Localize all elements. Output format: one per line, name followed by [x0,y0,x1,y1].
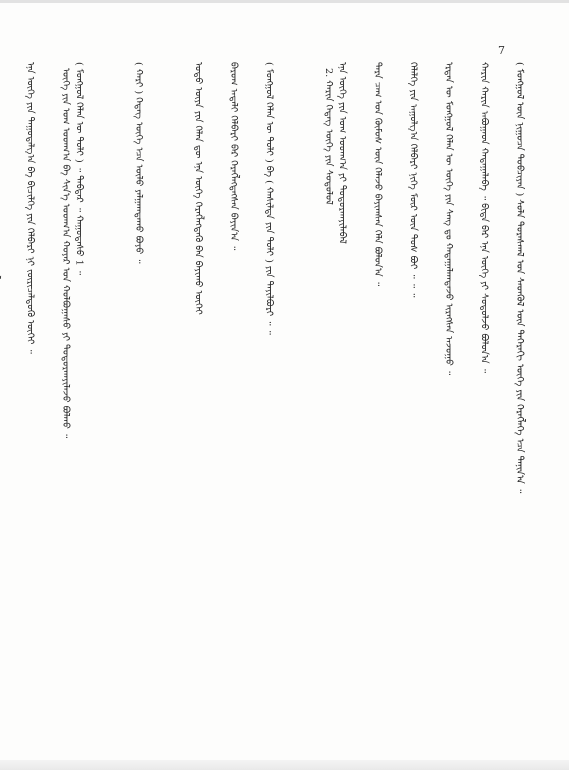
text-column: ᠡᠨᠡ ᠦᠭᠡ ᠶᠢᠨ ᠤᠭ ᠤᠳᠬ᠎ᠠ ᠶᠢ ᠲᠣᠳᠣᠷᠬᠠᠶᠢᠯᠠᠪᠠᠯ [336,62,348,244]
page-bottom-shadow [0,760,569,770]
text-column: ( ᠬᠠᠷᠢ ) ᠭᠡᠳᠡᠭ ᠦᠭᠡ ᠡᠴᠡ ᠦᠯᠦ ᠶᠠᠯᠭᠠᠭᠳᠠᠬᠤ ᠪᠤᠶᠤ ᠃ [133,62,144,264]
text-column: ᠬᠠᠷᠢᠨ ᠬᠠᠷᠢᠨ ᠠᠪᠤᠭᠠᠳ ᠬᠠᠳᠠᠭᠠᠯᠠᠪᠠ ᠃ ᠪᠢᠳᠡ ᠪᠡᠷ ᠡᠨᠡ ᠦᠭᠡ ᠶᠢ ᠰᠤᠳᠤᠯᠵᠤ ᠪᠣᠯᠤᠨ᠎ᠠ ᠃ [478,62,490,374]
text-column: ( ᠮᠣᠩᠭᠣᠯ ᠬᠡᠯᠡᠨ ᠦ ᠲᠣᠯᠢ ) ᠪᠠ ( ᠬᠠᠰᠢᠯᠳᠠ ᠶᠢᠨ ᠲᠣᠯᠢ ) ᠶᠢᠨ ᠲᠠᠶᠢᠯᠪᠤᠷᠢ ᠃ ᠃ [263,62,275,335]
text-column: ᠣᠳᠣ ᠦᠶᠡ ᠶᠢᠨ ᠬᠡᠯᠡᠨ ᠳᠦ ᠡᠨᠡ ᠦᠭᠡ ᠬᠡᠷᠡᠭᠯᠡᠭᠳᠡᠬᠦ ᠪᠠᠨ ᠪᠠᠶᠢᠬᠤ ᠦᠭᠡᠢ [192,62,204,315]
vertical-text-body [24,62,526,708]
text-column: ᠦᠭᠡ ᠶᠢᠨ ᠤᠭ ᠤᠳᠬ᠎ᠠ ᠪᠠ ᠰᠢᠨ᠎ᠡ ᠤᠳᠬ᠎ᠠ ᠬᠣᠶᠠᠷ ᠤᠨ ᠬᠣᠯᠪᠤᠭᠠᠰᠤ ᠶᠢ ᠲᠣᠳᠣᠷᠬᠠᠶᠢᠯᠠᠵᠤ ᠪᠣᠯᠬᠤ ᠃ [60,68,71,439]
text-column: ᠡᠨᠡ ᠦᠭᠡ ᠶᠢᠨ ᠳᠠᠭᠤᠳᠠᠯᠭ᠎ᠠ ᠪᠠ ᠪᠢᠴᠢᠯᠭᠡ ᠶᠢᠨ ᠬᠡᠯᠪᠡᠷᠢ ᠨᠢ ᠵᠥᠷᠢᠴᠡᠯᠳᠦᠬᠦ ᠦᠭᠡᠢ ᠃ [24,62,36,354]
text-column [0,62,23,708]
scan-edge [0,0,569,3]
text-column: ( ᠮᠣᠩᠭᠣᠯ ᠬᠡᠯᠡᠨ ᠦ ᠲᠣᠯᠢ ) ᠃ ᠳᠡᠪᠲᠡᠷ ᠃ ᠬᠠᠭᠤᠳᠠᠰᠤ 1 ᠃ [73,62,85,276]
text-column: ᠡᠷᠲᠡᠨ ᠦ ᠮᠣᠩᠭᠣᠯ ᠬᠡᠯᠡᠨ ᠦ ᠦᠭᠡ ᠶᠢᠨ ᠰᠠᠩ ᠳᠤ ᠬᠠᠳᠠᠭᠠᠯᠠᠭᠳᠠᠵᠤ ᠢᠷᠡᠭᠰᠡᠨ ᠠᠵᠤᠭᠤ ᠃ [443,62,454,376]
text-column: ᠪᠠᠷᠤᠭ ᠠᠳᠠᠯᠢ ᠬᠡᠯᠪᠡᠷᠢ ᠪᠠᠷ ᠬᠡᠷᠡᠭᠯᠡᠭᠳᠡᠭᠰᠡᠨ ᠪᠠᠶᠢᠨ᠎ᠠ ᠃ [228,62,239,251]
text-column: ᠲᠡᠷᠡ ᠴᠠᠭ ᠤᠨ ᠬᠦᠮᠦᠰ ᠦᠨ ᠬᠡᠯᠡᠵᠦ ᠪᠠᠶᠢᠭᠰᠠᠨ ᠬᠡᠯᠡ ᠪᠣᠯᠤᠨ᠎ᠠ ᠃ [372,62,383,287]
text-column: ᠬᠡᠯᠡᠯᠭᠡ ᠶᠢᠨ ᠠᠭᠤᠯᠭ᠎ᠠ ᠬᠡᠯᠪᠡᠷᠢ ᠨᠢᠭᠡ ᠮᠦᠷ ᠦᠨ ᠲᠤᠰ ᠪᠤᠢ ᠃ ᠃ ᠃ [407,62,419,298]
text-column: 2. ᠬᠠᠷᠢᠨ ᠭᠡᠳᠡᠭ ᠦᠭᠡ ᠶᠢᠨ ᠰᠤᠳᠤᠯᠤᠯ [323,68,334,205]
text-column: ( ᠮᠣᠩᠭᠣᠯ ᠦᠨ ᠨᠢᠭᠤᠴᠠ ᠲᠣᠪᠴᠢᠶᠠᠨ ) ᠰᠤᠯᠠ ᠳᠤᠷᠠᠰᠬᠠᠯ ᠤᠨ ᠰᠡᠳᠬᠦᠯ ᠦᠨ ᠳᠡᠭᠡᠷᠡᠬᠢ ᠦᠭᠡ ᠶᠢᠨ ᠬᠡᠷᠡᠭᠯᠡᠭᠡ ᠡᠴᠡ ᠲᠠᠨᠢᠨ᠎ᠠ ᠃ [514,62,525,494]
page-number: 7 [498,44,505,57]
